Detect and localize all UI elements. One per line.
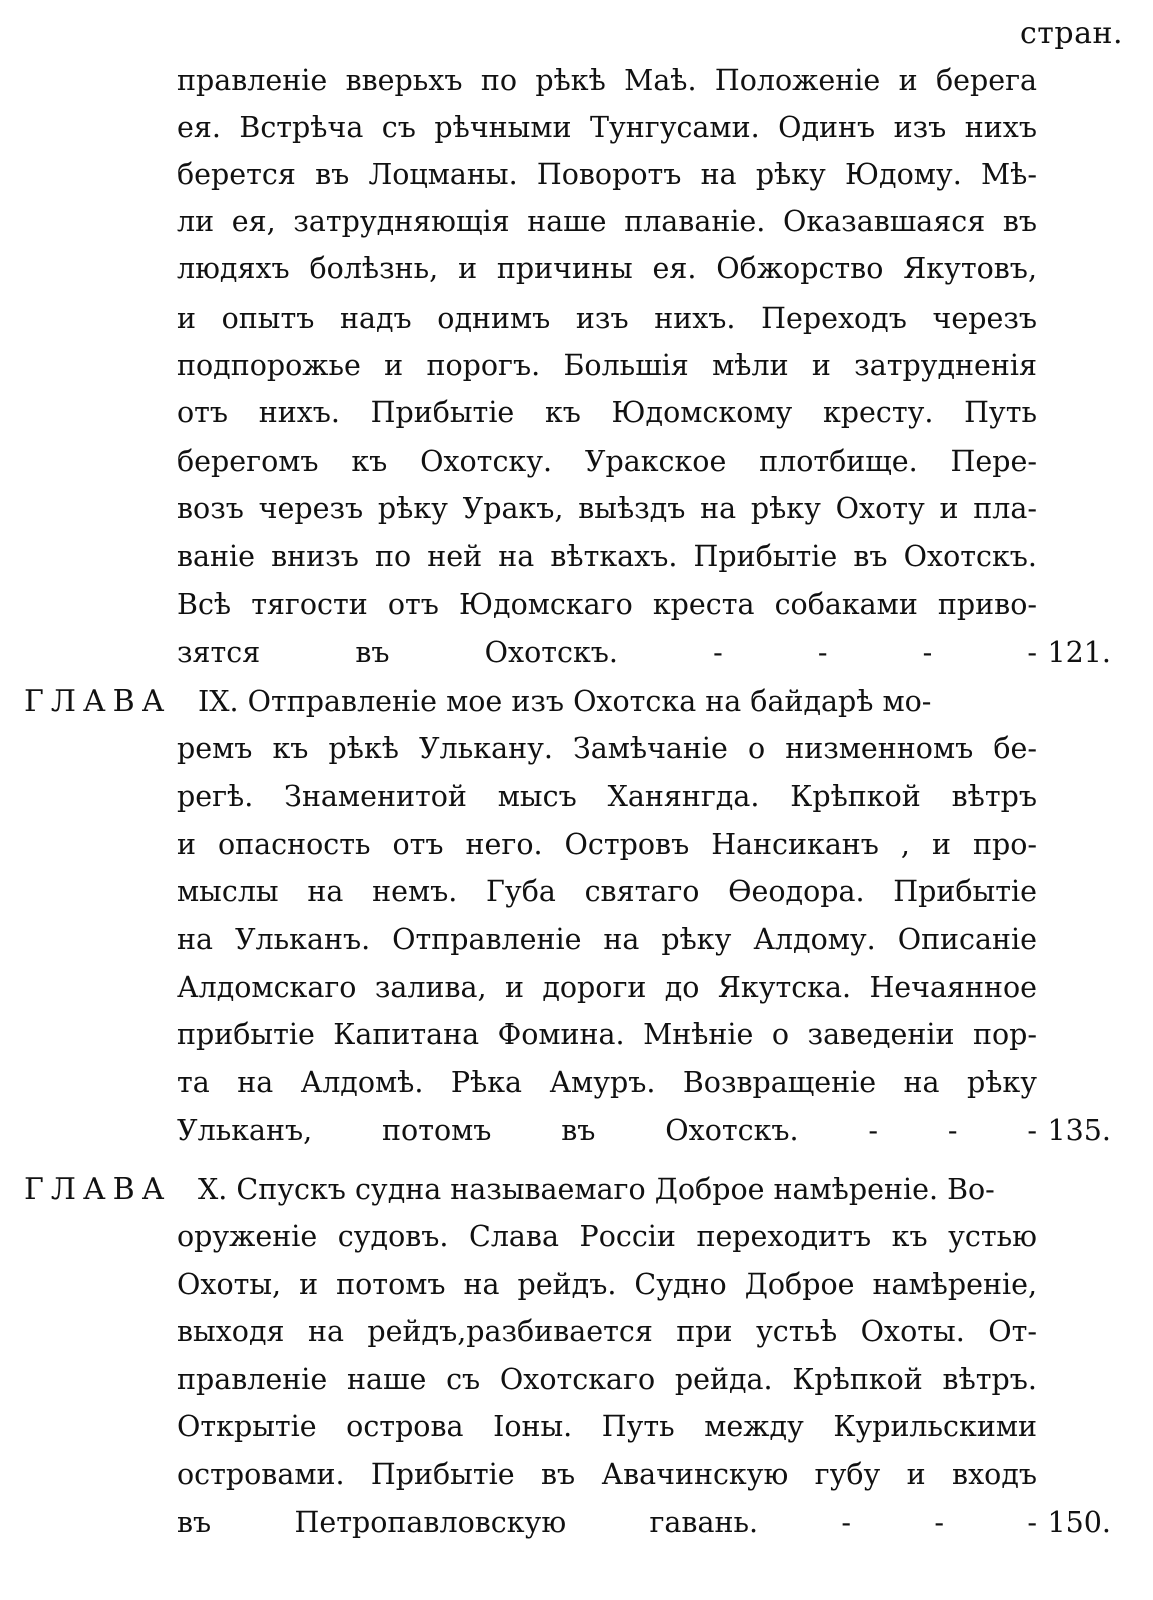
chapter-word: ГЛАВА <box>24 1172 172 1207</box>
text-line: ваніе внизъ по ней на вѣткахъ. Прибытіе въ Охотскъ. <box>177 540 1037 573</box>
chapter-number: IX. <box>198 685 239 718</box>
text-line: на Ульканъ. Отправленіе на рѣку Алдому. Описаніе <box>177 923 1037 956</box>
text-line: людяхъ болѣзнь, и причины ея. Обжорство Якутовъ, <box>177 252 1037 285</box>
text-line: правленіе наше съ Охотскаго рейда. Крѣпкой вѣтръ. <box>177 1363 1037 1396</box>
chapter-number: X. <box>198 1173 228 1206</box>
text-line: оруженіе судовъ. Слава Россіи переходитъ къ устью <box>177 1220 1037 1253</box>
text-line: мыслы на немъ. Губа святаго Ѳеодора. Прибытіе <box>177 875 1037 908</box>
text-line: въ Петропавловскую гавань. - - - <box>177 1506 1037 1539</box>
text-line: берется въ Лоцманы. Поворотъ на рѣку Юдому. Мѣ- <box>177 158 1037 191</box>
text-line: прибытіе Капитана Фомина. Мнѣніе о заведеніи пор- <box>177 1018 1037 1051</box>
text-line: берегомъ къ Охотску. Уракское плотбище. Пере- <box>177 445 1037 478</box>
text-line-content: Спускъ судна называемаго Доброе намѣреніе. Во- <box>236 1173 995 1206</box>
page-number: 135. <box>1047 1114 1111 1147</box>
text-line: Открытіе острова Іоны. Путь между Курильскими <box>177 1410 1037 1443</box>
text-line: ли ея, затрудняющія наше плаваніе. Оказавшаяся въ <box>177 205 1037 238</box>
text-line: Ульканъ, потомъ въ Охотскъ. - - - <box>177 1114 1037 1147</box>
text-line <box>198 1166 1037 1214</box>
text-line: правленіе вверьхъ по рѣкѣ Маѣ. Положеніе и берега <box>177 64 1037 97</box>
page-number: 121. <box>1047 636 1111 669</box>
page-number: 150. <box>1047 1506 1111 1539</box>
chapter-label <box>24 678 171 726</box>
text-line: островами. Прибытіе въ Авачинскую губу и входъ <box>177 1458 1037 1491</box>
text-line: отъ нихъ. Прибытіе къ Юдомскому кресту. Путь <box>177 396 1037 429</box>
text-line: Охоты, и потомъ на рейдъ. Судно Доброе намѣреніе, <box>177 1268 1037 1301</box>
text-line: регѣ. Знаменитой мысъ Ханянгда. Крѣпкой вѣтръ <box>177 780 1037 813</box>
text-line <box>198 678 1037 726</box>
text-line: зятся въ Охотскъ. - - - - <box>177 636 1037 669</box>
text-line: ея. Встрѣча съ рѣчными Тунгусами. Одинъ изъ нихъ <box>177 111 1037 144</box>
text-line: Всѣ тягости отъ Юдомскаго креста собаками приво- <box>177 588 1037 621</box>
text-line: возъ черезъ рѣку Уракъ, выѣздъ на рѣку Охоту и пла- <box>177 492 1037 525</box>
text-line: подпорожье и порогъ. Большія мѣли и затрудненія <box>177 349 1037 382</box>
text-line: ремъ къ рѣкѣ Улькану. Замѣчаніе о низменномъ бе- <box>177 732 1037 765</box>
text-line: и опасность отъ него. Островъ Нансиканъ , и про- <box>177 828 1037 861</box>
text-line: та на Алдомѣ. Рѣка Амуръ. Возвращеніе на рѣку <box>177 1066 1037 1099</box>
chapter-word: ГЛАВА <box>24 684 172 719</box>
page-column-header: стран. <box>1019 16 1123 51</box>
text-line: и опытъ надъ однимъ изъ нихъ. Переходъ черезъ <box>177 302 1037 335</box>
chapter-label <box>24 1166 171 1214</box>
text-line: выходя на рейдъ,разбивается при устьѣ Охоты. От- <box>177 1315 1037 1348</box>
text-line-content: Отправленіе мое изъ Охотска на байдарѣ мо- <box>247 685 932 718</box>
text-line: Алдомскаго залива, и дороги до Якутска. Нечаянное <box>177 971 1037 1004</box>
